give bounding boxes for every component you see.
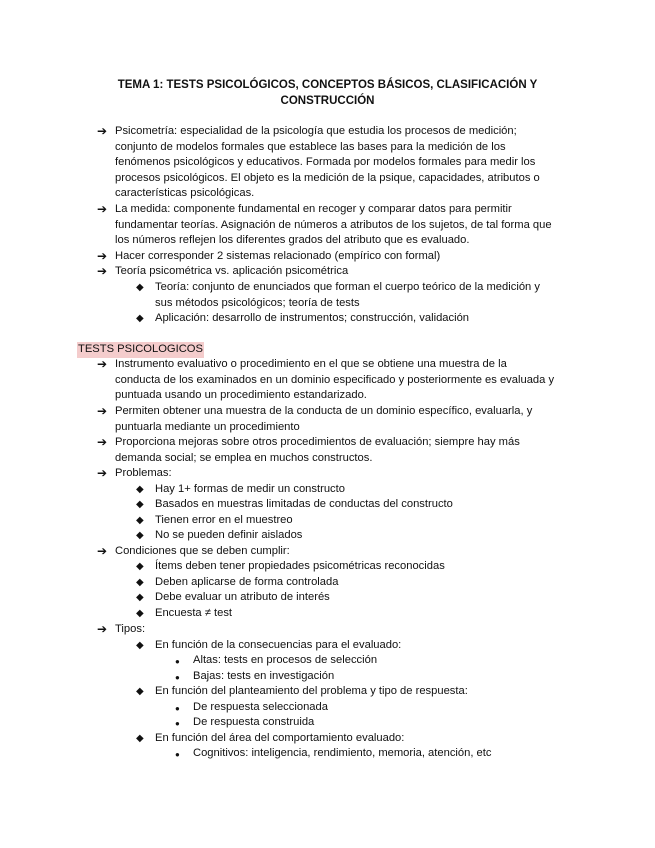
- dot-bullet-icon: ●: [175, 719, 180, 728]
- list-item-problemas: ➔ Problemas:: [97, 466, 172, 480]
- diamond-bullet-icon: ◆: [136, 515, 144, 526]
- list-item-corresponder: ➔ Hacer corresponder 2 sistemas relacionado (empírico con formal): [97, 249, 441, 263]
- dot-bullet-icon: ●: [175, 704, 180, 713]
- arrow-bullet-icon: ➔: [97, 404, 108, 418]
- diamond-bullet-icon: ◆: [136, 561, 144, 572]
- list-item: ◆ Ítems deben tener propiedades psicométricas reconocidas: [155, 559, 595, 575]
- diamond-bullet-icon: ◆: [136, 577, 144, 588]
- list-item: ● De respuesta seleccionada: [193, 700, 593, 716]
- list-item: ◆ No se pueden definir aislados: [155, 528, 595, 544]
- list-item: ◆ Deben aplicarse de forma controlada: [155, 575, 595, 591]
- dot-bullet-icon: ●: [175, 750, 180, 759]
- list-item-psicometria: ➔ Psicometría: especialidad de la psicología que estudia los procesos de medición; conjunto de modelos formales que establece las bases para la medición de los fenómenos psicológicos y educativos. Formada por modelos formales para medir los procesos psicológicos. El objeto es la medición de la psique, capacidades, atributos o características psicológicas.: [97, 124, 540, 200]
- list-item: ● Cognitivos: inteligencia, rendimiento, memoria, atención, etc: [193, 746, 593, 762]
- list-item: ◆ En función del área del comportamiento evaluado:: [155, 731, 595, 747]
- diamond-bullet-icon: ◆: [136, 733, 144, 744]
- diamond-bullet-icon: ◆: [136, 282, 144, 293]
- diamond-bullet-icon: ◆: [136, 499, 144, 510]
- list-item-aplicacion: ◆ Aplicación: desarrollo de instrumentos; construcción, validación: [155, 311, 595, 327]
- diamond-bullet-icon: ◆: [136, 686, 144, 697]
- arrow-bullet-icon: ➔: [97, 202, 108, 216]
- list-item-proporciona: ➔ Proporciona mejoras sobre otros procedimientos de evaluación; siempre hay más demanda social; se emplea en muchos constructos.: [97, 435, 520, 464]
- list-item: ◆ Encuesta ≠ test: [155, 606, 595, 622]
- list-item-medida: ➔ La medida: componente fundamental en recoger y comparar datos para permitir fundamentar teorías. Asignación de números a atributos de los sujetos, de tal forma que los números reflejen los diferentes grados del atributo que es evaluado.: [97, 202, 552, 247]
- arrow-bullet-icon: ➔: [97, 435, 108, 449]
- list-item-instrumento: ➔ Instrumento evaluativo o procedimiento en el que se obtiene una muestra de la conducta de los examinados en un dominio especificado y posteriormente es evaluada y puntuada usando un procedimiento estandarizado.: [97, 357, 555, 402]
- list-item-teoria: ◆ Teoría: conjunto de enunciados que forman el cuerpo teórico de la medición y sus métodos psicológicos; teoría de tests: [136, 281, 540, 309]
- diamond-bullet-icon: ◆: [136, 530, 144, 541]
- list-item: ◆ Tienen error en el muestreo: [155, 513, 595, 529]
- list-item-condiciones: ➔ Condiciones que se deben cumplir:: [97, 544, 290, 558]
- list-item: ◆ En función del planteamiento del problema y tipo de respuesta:: [155, 684, 595, 700]
- list-item: ◆ Basados en muestras limitadas de conductas del constructo: [155, 497, 595, 513]
- dot-bullet-icon: ●: [175, 673, 180, 682]
- document-title: TEMA 1: TESTS PSICOLÓGICOS, CONCEPTOS BÁSICOS, CLASIFICACIÓN Y CONSTRUCCIÓN: [117, 79, 538, 107]
- list-item: ◆ En función de la consecuencias para el evaluado:: [155, 638, 595, 654]
- arrow-bullet-icon: ➔: [97, 264, 108, 278]
- section-heading: TESTS PSICOLOGICOS: [77, 342, 204, 358]
- arrow-bullet-icon: ➔: [97, 544, 108, 558]
- diamond-bullet-icon: ◆: [136, 484, 144, 495]
- arrow-bullet-icon: ➔: [97, 357, 108, 371]
- diamond-bullet-icon: ◆: [136, 313, 144, 324]
- list-item-tipos: ➔ Tipos:: [97, 622, 146, 636]
- list-item-permiten: ➔ Permiten obtener una muestra de la conducta de un dominio específico, evaluarla, y puntuarla mediante un procedimiento: [97, 404, 533, 433]
- list-item: ● De respuesta construida: [193, 715, 593, 731]
- list-item: ◆ Debe evaluar un atributo de interés: [155, 590, 595, 606]
- arrow-bullet-icon: ➔: [97, 249, 108, 263]
- dot-bullet-icon: ●: [175, 657, 180, 666]
- list-item-teoria-vs-aplicacion: ➔ Teoría psicométrica vs. aplicación psicométrica: [97, 264, 349, 278]
- diamond-bullet-icon: ◆: [136, 608, 144, 619]
- diamond-bullet-icon: ◆: [136, 592, 144, 603]
- arrow-bullet-icon: ➔: [97, 622, 108, 636]
- diamond-bullet-icon: ◆: [136, 640, 144, 651]
- list-item: ◆ Hay 1+ formas de medir un constructo: [155, 482, 595, 498]
- arrow-bullet-icon: ➔: [97, 124, 108, 138]
- list-item: ● Altas: tests en procesos de selección: [193, 653, 593, 669]
- list-item: ● Bajas: tests en investigación: [193, 669, 593, 685]
- arrow-bullet-icon: ➔: [97, 466, 108, 480]
